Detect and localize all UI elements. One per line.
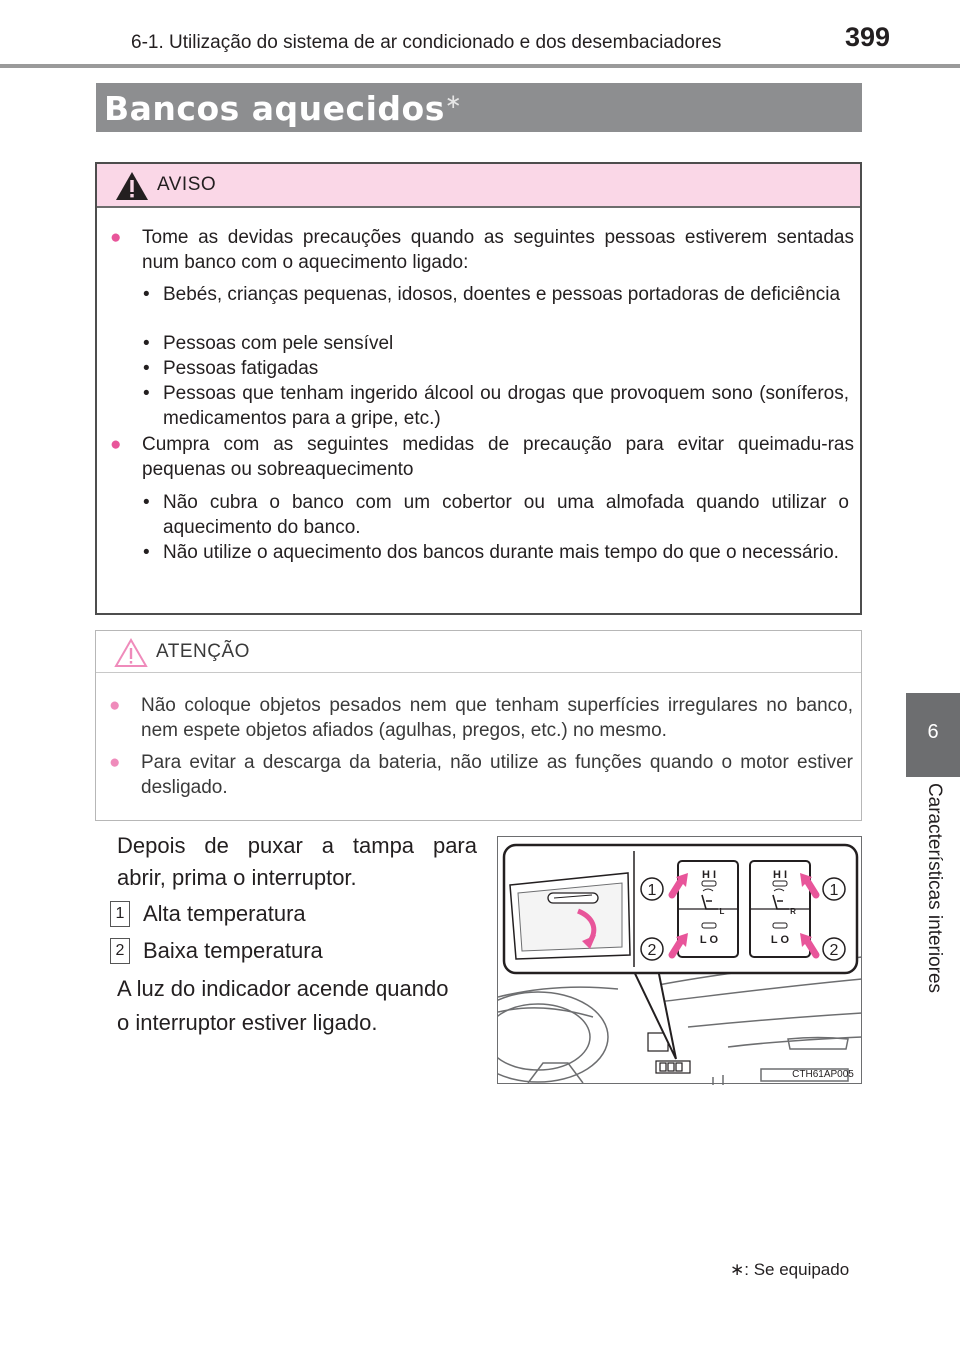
chapter-heading: 6-1. Utilização do sistema de ar condicionado e dos desembaciadores	[131, 32, 722, 53]
caution-box-header	[96, 631, 861, 673]
indicator-note-line2: o interruptor estiver ligado.	[117, 1010, 378, 1035]
right-seat-letter: R	[790, 907, 796, 916]
dashboard-drawing	[498, 837, 863, 1085]
callout-2-right: 2	[829, 942, 839, 959]
intro-text-line2: abrir, prima o interruptor.	[117, 865, 357, 890]
chapter-tab[interactable]	[906, 693, 960, 777]
footnote	[730, 1260, 849, 1280]
bullet-icon: ●	[109, 695, 121, 716]
seat-heater-switch-illustration	[497, 836, 862, 1084]
sub-bullet-icon: •	[143, 358, 150, 379]
section-title: Bancos aquecidos∗	[104, 89, 463, 128]
sub-bullet-icon: •	[143, 383, 150, 404]
caution-triangle-icon	[114, 638, 148, 668]
section-title-bar	[96, 83, 862, 132]
sub-bullet-icon: •	[143, 333, 150, 354]
chapter-tab-number: 6	[927, 721, 939, 743]
step-high-temperature: Alta temperatura	[143, 901, 306, 926]
header-divider	[0, 64, 960, 68]
warning-box-header	[97, 164, 860, 208]
warning-subitem: Pessoas que tenham ingerido álcool ou drogas que provoquem sono (soníferos, medicamentos para a gripe, etc.)	[163, 383, 849, 429]
warning-subitem: Pessoas fatigadas	[163, 358, 319, 379]
warning-label: AVISO	[157, 174, 217, 195]
caution-label: ATENÇÃO	[156, 641, 250, 662]
warning-item: Cumpra com as seguintes medidas de precaução para evitar queimadu-ras pequenas ou sobreaquecimento	[142, 434, 854, 480]
sub-bullet-icon: •	[143, 284, 150, 305]
hi-label-left: H I	[701, 869, 717, 881]
warning-subitem: Pessoas com pele sensível	[163, 333, 394, 354]
footnote-mark: ∗	[730, 1260, 745, 1279]
caution-item: Para evitar a descarga da bateria, não utilize as funções quando o motor estiver desligado.	[141, 752, 853, 798]
caution-box	[95, 630, 862, 821]
callout-1-right: 1	[829, 882, 839, 899]
warning-subitem: Bebés, crianças pequenas, idosos, doentes e pessoas portadoras de deficiência	[163, 284, 841, 305]
footnote-text: : Se equipado	[744, 1260, 850, 1279]
warning-triangle-icon	[115, 171, 149, 201]
bullet-icon: ●	[110, 434, 122, 455]
caution-item: Não coloque objetos pesados nem que tenham superfícies irregulares no banco, nem espete objetos afiados (agulhas, pregos, etc.) no mesmo.	[141, 695, 853, 741]
warning-box	[95, 162, 862, 615]
bullet-icon: ●	[109, 752, 121, 773]
sub-bullet-icon: •	[143, 542, 150, 563]
warning-subitem: Não utilize o aquecimento dos bancos durante mais tempo do que o necessário.	[163, 542, 839, 563]
intro-text-line1: Depois de puxar a tampa para	[117, 833, 477, 858]
page-number: 399	[845, 22, 891, 52]
left-seat-letter: L	[719, 907, 725, 916]
page-header	[0, 0, 960, 70]
lo-label-right: L O	[770, 934, 790, 946]
sub-bullet-icon: •	[143, 492, 150, 513]
step-number-box: 2	[110, 938, 130, 964]
indicator-note-line1: A luz do indicador acende quando	[117, 976, 449, 1001]
hi-label-right: H I	[772, 869, 788, 881]
lo-label-left: L O	[699, 934, 719, 946]
warning-subitem: Não cubra o banco com um cobertor ou uma almofada quando utilizar o aquecimento do banco.	[163, 492, 849, 538]
callout-2-left: 2	[647, 942, 657, 959]
step-low-temperature: Baixa temperatura	[143, 938, 323, 963]
bullet-icon: ●	[110, 227, 122, 248]
step-number-box: 1	[110, 901, 130, 927]
warning-item: Tome as devidas precauções quando as seguintes pessoas estiverem sentadas num banco com o aquecimento ligado:	[142, 227, 854, 273]
illustration-code: CTH61AP005	[792, 1069, 854, 1080]
callout-1-left: 1	[647, 882, 657, 899]
equipped-mark: ∗	[444, 89, 463, 113]
